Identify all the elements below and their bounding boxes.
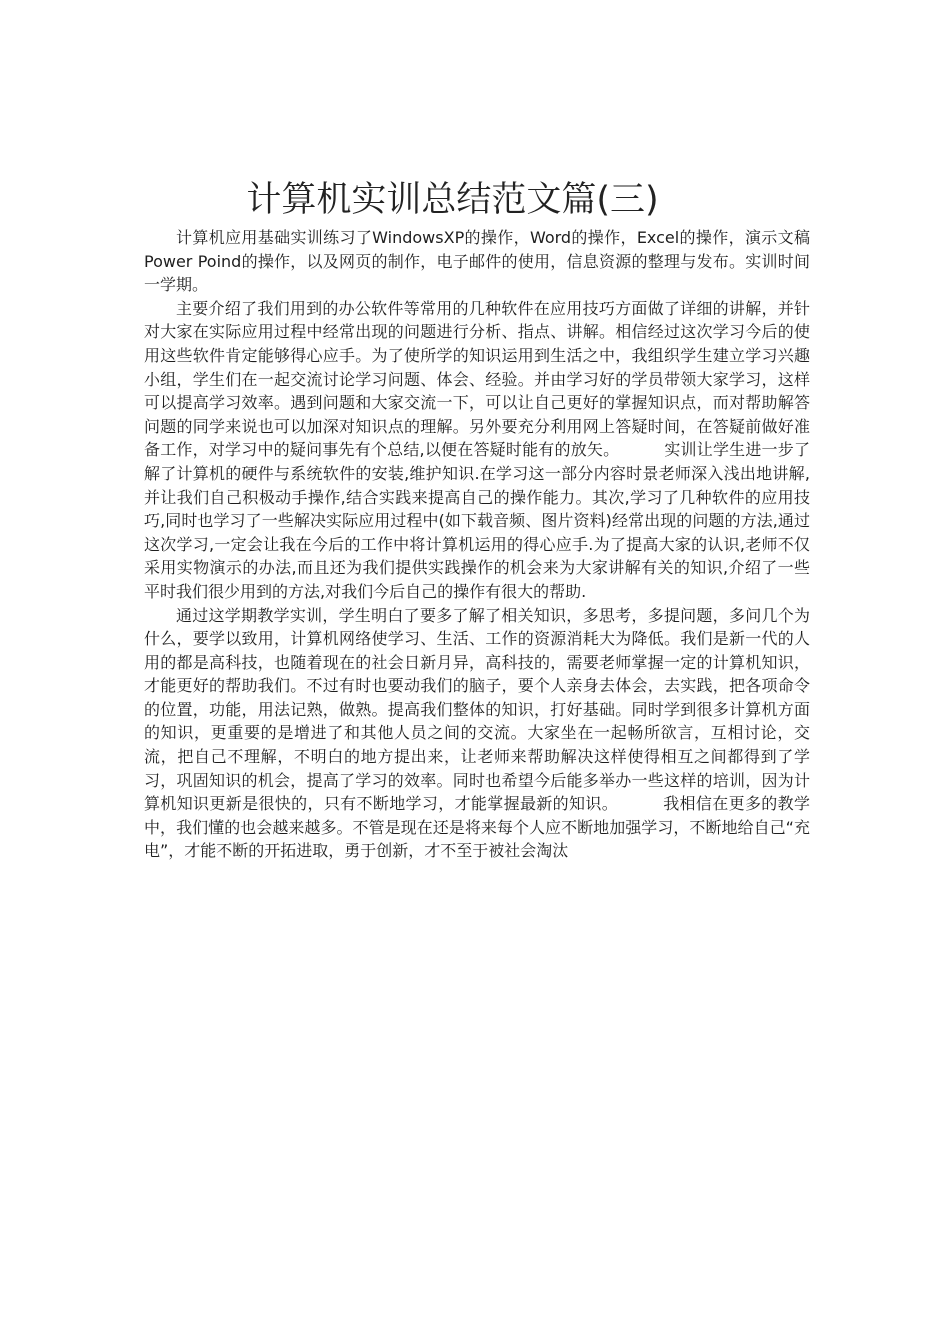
paragraph-2 xyxy=(144,297,810,604)
paragraph-3-text: 通过这学期教学实训，学生明白了要多了解了相关知识，多思考，多提问题，多问几个为什么，要学以致用，计算机网络使学习、生活、工作的资源消耗大为降低。我们是新一代的人用的都是高科技，也随着现在的社会日新月异，高科技的，需要老师掌握一定的计算机知识，才能更好的帮助我们。不过有时也要动我们的脑子，要个人亲身去体会，去实践，把各项命令的位置，功能，用法记熟，做熟。提高我们整体的知识，打好基础。同时学到很多计算机方面的知识，更重要的是增进了和其他人员之间的交流。大家坐在一起畅所欲言，互相讨论，交流，把自己不理解，不明白的地方提出来，让老师来帮助解决这样使得相互之间都得到了学习，巩固知识的机会，提高了学习的效率。同时也希望今后能多举办一些这样的培训，因为计算机知识更新是很快的，只有不断地学习，才能掌握最新的知识。 xyxy=(144,605,810,814)
document-title: 计算机实训总结范文篇(三) xyxy=(246,180,659,220)
paragraph-3-continuation: 我相信在更多的教学中，我们懂的也会越来越多。不管是现在还是将来每个人应不断地加强学习，不断地给自己“充电”，才能不断的开拓进取，勇于创新，才不至于被社会淘汰 xyxy=(144,794,810,861)
paragraph-1 xyxy=(144,226,810,297)
paragraph-2-text: 主要介绍了我们用到的办公软件等常用的几种软件在应用技巧方面做了详细的讲解，并针对大家在实际应用过程中经常出现的问题进行分析、指点、讲解。相信经过这次学习今后的使用这些软件肯定能够得心应手。为了使所学的知识运用到生活之中，我组织学生建立学习兴趣小组，学生们在一起交流讨论学习问题、体会、经验。并由学习好的学员带领大家学习，这样可以提高学习效率。遇到问题和大家交流一下，可以让自己更好的掌握知识点，而对帮助解答问题的同学来说也可以加深对知识点的理解。另外要充分利用网上答疑时间，在答疑前做好准备工作，对学习中的疑问事先有个总结,以便在答疑时能有的放矢。 xyxy=(144,298,810,460)
paragraph-1-text: 计算机应用基础实训练习了WindowsXP的操作，Word的操作，Excel的操作，演示文稿Power Poind的操作，以及网页的制作，电子邮件的使用，信息资源的整理与发布。实训时间一学期。 xyxy=(144,228,810,295)
paragraph-2-continuation: 实训让学生进一步了解了计算机的硬件与系统软件的安装,维护知识.在学习这一部分内容时景老师深入浅出地讲解,并让我们自己积极动手操作,结合实践来提高自己的操作能力。其次,学习了几种软件的应用技巧,同时也学习了一些解决实际应用过程中(如下载音频、图片资料)经常出现的问题的方法,通过这次学习,一定会让我在今后的工作中将计算机运用的得心应手.为了提高大家的认识,老师不仅采用实物演示的办法,而且还为我们提供实践操作的机会来为大家讲解有关的知识,介绍了一些平时我们很少用到的方法,对我们今后自己的操作有很大的帮助. xyxy=(144,440,810,601)
document-body xyxy=(144,226,810,863)
paragraph-3 xyxy=(144,604,810,864)
